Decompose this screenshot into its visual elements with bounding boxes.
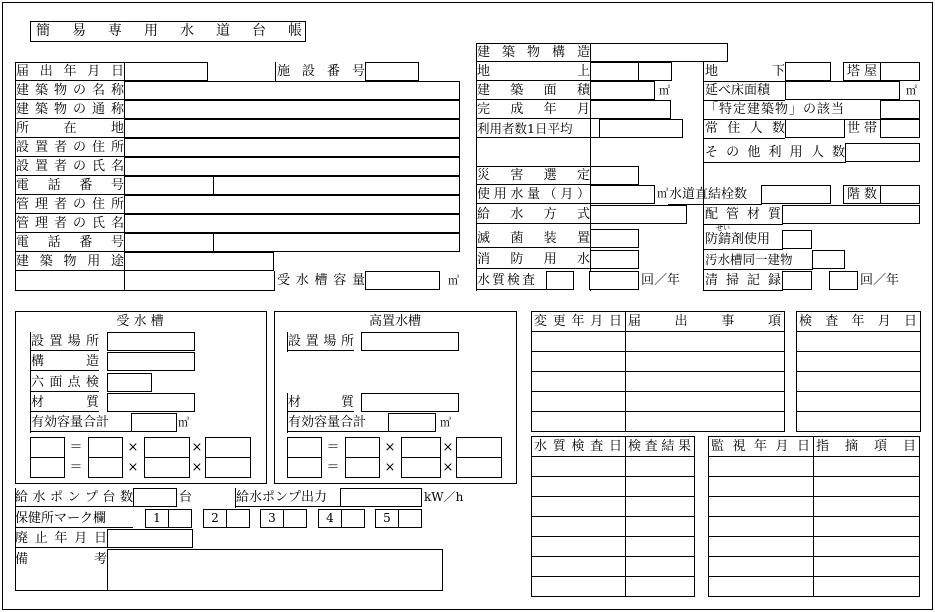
boseizai-label: 防錆剤使用 bbox=[705, 232, 771, 247]
kensa-table-cell-3-1[interactable] bbox=[796, 371, 921, 392]
kouchi-zaishitsu-field[interactable] bbox=[361, 393, 459, 412]
inspection-table-cell-5-1[interactable] bbox=[708, 536, 814, 557]
hokenjo-mark-label-3: 3 bbox=[268, 511, 276, 525]
chijo-field[interactable] bbox=[590, 62, 639, 81]
hokenjo-mark-label-1: 1 bbox=[153, 511, 161, 525]
setai-field[interactable] bbox=[880, 119, 920, 138]
sonota-field[interactable] bbox=[845, 143, 920, 162]
jusuiso-yuko-label: 有効容量合計 bbox=[31, 413, 131, 432]
jusuiso-calc-op-2-2: ＝ bbox=[69, 460, 83, 475]
owner-name-field[interactable] bbox=[124, 157, 460, 176]
kensa-table-cell-5-1[interactable] bbox=[796, 411, 921, 432]
inspection-table-cell-1-2[interactable] bbox=[813, 456, 920, 477]
jusuiso-calc-op-1-4: × bbox=[127, 440, 139, 455]
inspection-table-header-label-2: 指摘項目 bbox=[816, 439, 916, 454]
jusuiso-calc-op-1-2: ＝ bbox=[69, 440, 83, 455]
change-table-cell-3-1[interactable] bbox=[531, 371, 626, 392]
inspection-table-cell-6-1[interactable] bbox=[708, 556, 814, 577]
pump-count-unit: 台 bbox=[179, 490, 193, 505]
jusuiso-calc-field-1-7[interactable] bbox=[205, 437, 251, 458]
touya-label: 塔屋 bbox=[847, 64, 877, 79]
inspection-table-cell-6-2[interactable] bbox=[813, 556, 920, 577]
pump-output-label: 給水ポンプ出力 bbox=[236, 488, 341, 507]
hokenjo-mark-field-5[interactable] bbox=[398, 509, 422, 528]
owner-address-label: 設置者の住所 bbox=[16, 140, 124, 155]
jusuiso-calc-field-2-5[interactable] bbox=[144, 457, 190, 478]
jusuiso-zaishitsu-field[interactable] bbox=[107, 393, 195, 412]
haishi-label: 廃止年月日 bbox=[15, 531, 107, 546]
bottom-left-line bbox=[15, 590, 108, 591]
joju-label: 常住人数 bbox=[705, 121, 785, 136]
water-test-table-cell-5-2[interactable] bbox=[625, 536, 695, 557]
manager-name-label: 管理者の氏名 bbox=[16, 216, 124, 231]
mekkin-field[interactable] bbox=[590, 229, 639, 248]
change-table-cell-5-1[interactable] bbox=[531, 411, 626, 432]
change-table-cell-4-1[interactable] bbox=[531, 391, 626, 412]
water-test-table-cell-7-1[interactable] bbox=[531, 576, 626, 597]
kouchi-yuko-field[interactable] bbox=[388, 413, 436, 432]
kouchi-yuko-label: 有効容量合計 bbox=[288, 413, 388, 432]
shiyou-label: 使用水量（月） bbox=[477, 187, 590, 202]
seisou-label: 清掃記録 bbox=[705, 273, 781, 288]
seisou-unit: 回／年 bbox=[860, 273, 900, 288]
water-test-table-cell-7-2[interactable] bbox=[625, 576, 695, 597]
osui-label: 汚水槽同一建物 bbox=[705, 252, 793, 267]
kensa-table-header-label-1: 検査年月日 bbox=[799, 314, 917, 329]
change-table-cell-4-2[interactable] bbox=[625, 391, 785, 412]
jusuiso-calc-field-1-5[interactable] bbox=[144, 437, 190, 458]
jusuiso-yoryo-label-left bbox=[274, 271, 275, 291]
change-table-cell-5-2[interactable] bbox=[625, 411, 785, 432]
touya-field[interactable] bbox=[880, 62, 920, 81]
jusuiso-kouzou-label: 構造 bbox=[31, 354, 99, 369]
shobo-label: 消防用水 bbox=[477, 252, 590, 267]
boseizai-ruby: せい bbox=[716, 224, 730, 232]
chokketsu-label: 水道直結栓数 bbox=[669, 187, 748, 202]
sonota-underline bbox=[703, 162, 846, 163]
pump-output-left bbox=[235, 488, 236, 508]
jusuiso-calc-field-1-3[interactable] bbox=[88, 437, 123, 458]
water-test-table-cell-3-2[interactable] bbox=[625, 496, 695, 517]
tokutei-field[interactable] bbox=[880, 100, 920, 119]
haikan-underline bbox=[703, 224, 783, 225]
saigai-field[interactable] bbox=[590, 166, 639, 185]
change-table-header-label-1: 変更年月日 bbox=[534, 314, 622, 329]
jusuiso-calc-field-1-1[interactable] bbox=[30, 437, 65, 458]
location-field[interactable] bbox=[124, 119, 460, 138]
pump-count-label: 給水ポンプ台数 bbox=[15, 490, 133, 505]
chika-field[interactable] bbox=[785, 62, 831, 81]
menseki-unit: ㎡ bbox=[659, 84, 670, 97]
hokenjo-mark-field-1[interactable] bbox=[168, 509, 192, 528]
inspection-table-cell-5-2[interactable] bbox=[813, 536, 920, 557]
building-name-label: 建築物の名称 bbox=[16, 83, 124, 98]
suishitsu-field-a[interactable] bbox=[546, 271, 574, 290]
jusuiso-basho-field[interactable] bbox=[107, 332, 195, 351]
kouchi-yuko-unit: ㎥ bbox=[440, 416, 451, 429]
biko-field[interactable] bbox=[107, 549, 443, 591]
biko-label: 備考 bbox=[15, 552, 107, 567]
inspection-table-cell-4-1[interactable] bbox=[708, 516, 814, 537]
building-use-label: 建築物用途 bbox=[16, 254, 124, 269]
hokenjo-label: 保健所マーク欄 bbox=[15, 509, 133, 528]
kaisu-field[interactable] bbox=[880, 185, 920, 204]
suishitsu-unit: 回／年 bbox=[641, 273, 681, 288]
jusuiso-calc-op-1-6: × bbox=[191, 440, 203, 455]
manager-phone-label: 電話番号 bbox=[16, 235, 124, 250]
osui-underline bbox=[703, 269, 813, 270]
sonota-label: その他利用人数 bbox=[705, 145, 845, 160]
kensa-table-cell-4-1[interactable] bbox=[796, 391, 921, 412]
jusuiso-zaishitsu-label: 材質 bbox=[31, 395, 99, 410]
jusuiso-yoryo-unit: ㎥ bbox=[448, 274, 459, 287]
owner-phone-label: 電話番号 bbox=[16, 178, 124, 193]
kouchi-calc-op-1-4: × bbox=[384, 440, 396, 455]
menseki-label: 建築面積 bbox=[477, 83, 590, 98]
inspection-table-cell-2-1[interactable] bbox=[708, 476, 814, 497]
water-test-table-cell-2-1[interactable] bbox=[531, 476, 626, 497]
inspection-table-header-label-1: 監視年月日 bbox=[711, 439, 810, 454]
jusuiso-yuko-unit: ㎥ bbox=[178, 416, 189, 429]
inspection-table-cell-7-2[interactable] bbox=[813, 576, 920, 597]
seisou-field-b[interactable] bbox=[829, 271, 858, 290]
shiyou-unit: ㎥ bbox=[657, 187, 668, 200]
kouchi-calc-field-2-7[interactable] bbox=[456, 457, 502, 478]
osui-field[interactable] bbox=[812, 250, 845, 269]
mekkin-label: 滅菌装置 bbox=[477, 231, 590, 246]
pump-output-field[interactable] bbox=[340, 488, 422, 507]
water-test-table-cell-4-2[interactable] bbox=[625, 516, 695, 537]
water-test-table-cell-1-1[interactable] bbox=[531, 456, 626, 477]
nobe-unit: ㎡ bbox=[906, 84, 917, 97]
tokutei-label: 「特定建築物」の該当 bbox=[705, 102, 846, 117]
kouchi-basho-field[interactable] bbox=[361, 332, 459, 351]
pump-count-field[interactable] bbox=[133, 488, 177, 507]
inspection-table-cell-1-1[interactable] bbox=[708, 456, 814, 477]
menseki-field[interactable] bbox=[590, 81, 655, 100]
chijo-label: 地上 bbox=[477, 64, 590, 79]
kouzou-label: 建築物構造 bbox=[477, 45, 590, 60]
kensa-table-cell-2-1[interactable] bbox=[796, 351, 921, 372]
joju-underline bbox=[703, 138, 785, 139]
change-table-cell-3-2[interactable] bbox=[625, 371, 785, 392]
kouchi-calc-field-2-1[interactable] bbox=[287, 457, 322, 478]
saigai-label: 災害選定 bbox=[477, 168, 590, 183]
water-test-table-header-label-1: 水質検査日 bbox=[534, 439, 622, 454]
jusuiso-basho-label: 設置場所 bbox=[31, 334, 99, 349]
water-test-table-cell-6-2[interactable] bbox=[625, 556, 695, 577]
todokede-date-label: 届出年月日 bbox=[16, 64, 124, 79]
chika-label: 地下 bbox=[705, 64, 785, 79]
bottom-use-line bbox=[124, 290, 274, 291]
kouchi-zaishitsu-label: 材質 bbox=[288, 395, 354, 410]
kouchi-calc-op-2-2: ＝ bbox=[326, 460, 340, 475]
jusuiso-rokumen-field[interactable] bbox=[107, 373, 152, 392]
change-table-cell-1-2[interactable] bbox=[625, 331, 785, 352]
kouchi-basho-label: 設置場所 bbox=[288, 334, 354, 349]
water-test-table-cell-4-1[interactable] bbox=[531, 516, 626, 537]
kouchi-calc-field-1-7[interactable] bbox=[456, 437, 502, 458]
left-bottom-line bbox=[15, 290, 125, 291]
kensa-table-cell-1-1[interactable] bbox=[796, 331, 921, 352]
kouchi-calc-op-1-6: × bbox=[442, 440, 454, 455]
manager-address-field[interactable] bbox=[124, 195, 460, 214]
hokenjo-mark-field-4[interactable] bbox=[341, 509, 365, 528]
seisou-underline bbox=[703, 290, 783, 291]
jusuiso-calc-field-2-7[interactable] bbox=[205, 457, 251, 478]
kouchi-calc-op-2-6: × bbox=[442, 460, 454, 475]
seisou-field-a[interactable] bbox=[782, 271, 812, 290]
shiyou-field[interactable] bbox=[590, 185, 655, 204]
kyusui-field[interactable] bbox=[590, 205, 687, 224]
water-test-table-cell-5-1[interactable] bbox=[531, 536, 626, 557]
change-table-cell-2-2[interactable] bbox=[625, 351, 785, 372]
kouchi-calc-field-2-5[interactable] bbox=[401, 457, 441, 478]
chokketsu-field[interactable] bbox=[761, 185, 831, 204]
jusuiso-title: 受 水 槽 bbox=[116, 314, 164, 329]
haikan-label: 配管材質 bbox=[705, 207, 781, 222]
kyusui-label: 給水方式 bbox=[477, 207, 590, 222]
riyousha-field[interactable] bbox=[599, 119, 683, 138]
jusuiso-kouzou-field[interactable] bbox=[107, 352, 195, 371]
kouchi-calc-field-1-3[interactable] bbox=[345, 437, 380, 458]
water-test-table-cell-2-2[interactable] bbox=[625, 476, 695, 497]
hokenjo-mark-label-2: 2 bbox=[211, 511, 219, 525]
jusuiso-rokumen-label: 六面点検 bbox=[31, 375, 99, 390]
building-alias-field[interactable] bbox=[124, 100, 460, 119]
hokenjo-mark-field-3[interactable] bbox=[283, 509, 307, 528]
saigai-top-line bbox=[476, 166, 591, 167]
setai-label: 世帯 bbox=[847, 121, 877, 136]
joju-field[interactable] bbox=[785, 119, 845, 138]
inspection-table-cell-4-2[interactable] bbox=[813, 516, 920, 537]
form-title: 簡 易 専 用 水 道 台 帳 bbox=[36, 23, 302, 39]
riyousha-label: 利用者数1日平均 bbox=[477, 119, 600, 138]
pump-output-unit: kW／h bbox=[424, 490, 464, 504]
change-table-header-label-2: 届出事項 bbox=[628, 314, 781, 329]
building-name-field[interactable] bbox=[124, 81, 460, 100]
shisetsu-bango-field[interactable] bbox=[365, 62, 419, 81]
kouchi-calc-field-1-5[interactable] bbox=[401, 437, 441, 458]
inspection-table-cell-2-2[interactable] bbox=[813, 476, 920, 497]
jusuiso-calc-field-2-1[interactable] bbox=[30, 457, 65, 478]
kouchi-calc-field-2-3[interactable] bbox=[345, 457, 380, 478]
owner-address-field[interactable] bbox=[124, 138, 460, 157]
nobe-label: 延べ床面積 bbox=[705, 83, 771, 98]
nobe-field[interactable] bbox=[785, 81, 900, 100]
hokenjo-mark-field-2[interactable] bbox=[226, 509, 250, 528]
water-test-table-cell-3-1[interactable] bbox=[531, 496, 626, 517]
suishitsu-field-b[interactable] bbox=[589, 271, 639, 290]
boseizai-field[interactable] bbox=[782, 230, 812, 249]
jusuiso-yoryo-label: 受水槽容量 bbox=[277, 273, 365, 288]
shobo-field[interactable] bbox=[590, 250, 639, 269]
water-test-table-cell-6-1[interactable] bbox=[531, 556, 626, 577]
jusuiso-calc-op-2-6: × bbox=[191, 460, 203, 475]
change-table-cell-1-1[interactable] bbox=[531, 331, 626, 352]
kouchi-calc-op-2-4: × bbox=[384, 460, 396, 475]
building-use-field[interactable] bbox=[124, 252, 274, 271]
kansei-label: 完成年月 bbox=[477, 102, 590, 117]
hokenjo-mark-label-5: 5 bbox=[383, 511, 391, 525]
location-label: 所在地 bbox=[16, 121, 124, 136]
inspection-table-cell-3-1[interactable] bbox=[708, 496, 814, 517]
right-col-start bbox=[703, 62, 704, 291]
jusuiso-yuko-field[interactable] bbox=[131, 413, 177, 432]
kansei-field[interactable] bbox=[590, 100, 671, 119]
jusuiso-calc-op-2-4: × bbox=[127, 460, 139, 475]
inspection-table-cell-7-1[interactable] bbox=[708, 576, 814, 597]
building-alias-label: 建築物の通称 bbox=[16, 102, 124, 117]
chijo-floors-field[interactable] bbox=[638, 62, 672, 81]
manager-name-field[interactable] bbox=[124, 214, 460, 233]
kouchi-basho-left bbox=[287, 332, 288, 352]
kouchi-calc-field-1-1[interactable] bbox=[287, 437, 322, 458]
todokede-date-field[interactable] bbox=[124, 62, 208, 81]
haikan-field[interactable] bbox=[782, 205, 920, 224]
manager-phone-field[interactable] bbox=[124, 233, 214, 252]
kouchi-calc-op-1-2: ＝ bbox=[326, 440, 340, 455]
inspection-table-cell-3-2[interactable] bbox=[813, 496, 920, 517]
shisetsu-label-left bbox=[275, 62, 276, 82]
kouchi-title: 高置水槽 bbox=[368, 314, 421, 329]
hokenjo-mark-label-4: 4 bbox=[326, 511, 334, 525]
water-test-table-cell-1-2[interactable] bbox=[625, 456, 695, 477]
manager-address-label: 管理者の住所 bbox=[16, 197, 124, 212]
change-table-cell-2-1[interactable] bbox=[531, 351, 626, 372]
manager-phone-ext-field[interactable] bbox=[213, 233, 460, 252]
suishitsu-label: 水質検査 bbox=[477, 271, 547, 290]
kaisu-label: 階数 bbox=[847, 187, 877, 202]
jusuiso-yoryo-field[interactable] bbox=[365, 271, 440, 290]
water-test-table-header-label-2: 検査結果 bbox=[628, 439, 691, 454]
shisetsu-bango-label: 施設番号 bbox=[277, 64, 365, 79]
bottom-left-col bbox=[15, 488, 16, 591]
owner-name-label: 設置者の氏名 bbox=[16, 159, 124, 174]
owner-phone-ext-field[interactable] bbox=[213, 176, 460, 195]
owner-phone-field[interactable] bbox=[124, 176, 214, 195]
kouzou-field[interactable] bbox=[590, 43, 728, 62]
jusuiso-calc-field-2-3[interactable] bbox=[88, 457, 123, 478]
haishi-field[interactable] bbox=[107, 529, 193, 548]
